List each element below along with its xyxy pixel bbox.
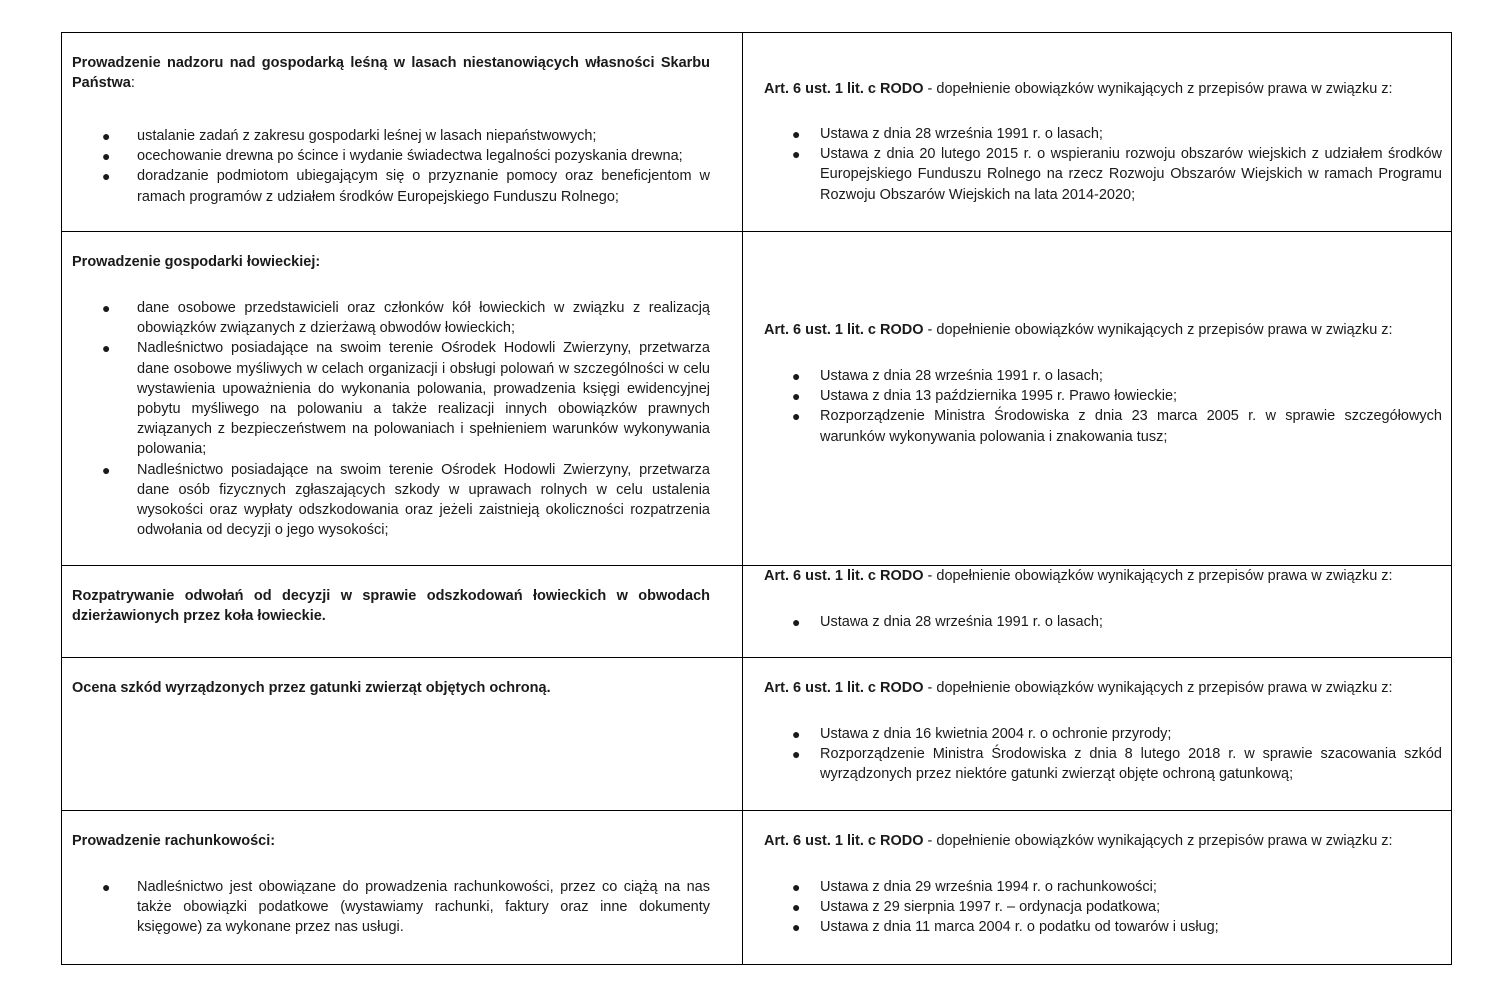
legal-basis-cell bbox=[743, 811, 1452, 965]
legal-basis-cell bbox=[743, 658, 1452, 811]
law-list bbox=[764, 612, 1442, 632]
list-item: ● Ustawa z dnia 28 września 1991 r. o lasach; bbox=[792, 368, 1103, 384]
list-item: ● dane osobowe przedstawicieli oraz członków kół łowieckich w związku z realizacją obowiązków związanych z dzierżawą obwodów łowieckich; bbox=[102, 300, 710, 337]
legal-basis-text: Art. 6 ust. 1 lit. c RODO - dopełnienie obowiązków wynikających z przepisów prawa w związku z: bbox=[764, 81, 1393, 97]
legal-basis-text: Art. 6 ust. 1 lit. c RODO - dopełnienie obowiązków wynikających z przepisów prawa w związku z: bbox=[764, 680, 1393, 696]
purpose-cell bbox=[62, 566, 743, 658]
purpose-title: Prowadzenie gospodarki łowieckiej: bbox=[72, 254, 321, 270]
purpose-cell bbox=[62, 658, 743, 811]
purpose-title: Prowadzenie nadzoru nad gospodarką leśną w lasach niestanowiących własności Skarbu Państwa: bbox=[72, 55, 710, 91]
purpose-title: Ocena szkód wyrządzonych przez gatunki zwierząt objętych ochroną. bbox=[72, 680, 551, 696]
table-row bbox=[62, 658, 1452, 811]
list-item: ● Ustawa z dnia 13 października 1995 r. Prawo łowieckie; bbox=[792, 388, 1178, 405]
purpose-title: Rozpatrywanie odwołań od decyzji w sprawie odszkodowań łowieckich w obwodach dzierżawionych przez koła łowieckie. bbox=[72, 588, 710, 624]
list-item: ● Ustawa z dnia 28 września 1991 r. o lasach; bbox=[792, 614, 1103, 630]
list-item: ● Ustawa z dnia 29 września 1994 r. o rachunkowości; bbox=[792, 879, 1157, 895]
law-list bbox=[764, 124, 1442, 205]
table-row bbox=[62, 33, 1452, 232]
list-item: ● doradzanie podmiotom ubiegającym się o przyznanie pomocy oraz beneficjentom w ramach programów z udziałem środków Europejskiego Funduszu Rolnego; bbox=[102, 168, 710, 205]
purpose-list bbox=[72, 877, 710, 938]
law-list bbox=[764, 724, 1442, 785]
purpose-list bbox=[72, 126, 710, 207]
law-list bbox=[764, 877, 1442, 938]
purpose-cell bbox=[62, 33, 743, 232]
legal-basis-text: Art. 6 ust. 1 lit. c RODO - dopełnienie obowiązków wynikających z przepisów prawa w związku z: bbox=[764, 568, 1393, 584]
purpose-title: Prowadzenie rachunkowości: bbox=[72, 833, 276, 849]
law-list bbox=[764, 366, 1442, 447]
list-item: ● Nadleśnictwo posiadające na swoim terenie Ośrodek Hodowli Zwierzyny, przetwarza dane osobowe myśliwych w celach organizacji i obsługi polowań w szczególności w celu wystawienia upoważnienia do wykonania polowania, prowadzenia księgi ewidencyjnej pobytu myśliwego na polowaniu a także realizacji innych obowiązków prawnych związanych z bezpieczeństwem na polowaniach i spełnieniem warunków wykonywania polowania; bbox=[102, 340, 710, 458]
list-item: ● Nadleśnictwo jest obowiązane do prowadzenia rachunkowości, przez co ciążą na nas także obowiązki podatkowe (wystawiamy rachunki, faktury oraz inne dokumenty księgowe) za wykonane przez nas usługi. bbox=[102, 879, 710, 936]
list-item: ● Ustawa z dnia 16 kwietnia 2004 r. o ochronie przyrody; bbox=[792, 726, 1172, 742]
list-item: ● Nadleśnictwo posiadające na swoim terenie Ośrodek Hodowli Zwierzyny, przetwarza dane osób fizycznych zgłaszających szkody w uprawach rolnych w celu ustalenia wysokości oraz wypłaty odszkodowania oraz jeżeli zaistnieją okoliczności rozpatrzenia odwołania od decyzji o jego wysokości; bbox=[102, 461, 710, 539]
legal-basis-text: Art. 6 ust. 1 lit. c RODO - dopełnienie obowiązków wynikających z przepisów prawa w związku z: bbox=[764, 322, 1393, 338]
list-item: ● ocechowanie drewna po ścince i wydanie świadectwa legalności pozyskania drewna; bbox=[102, 148, 683, 165]
legal-basis-cell bbox=[743, 566, 1452, 658]
list-item: ● Ustawa z dnia 20 lutego 2015 r. o wspieraniu rozwoju obszarów wiejskich z udziałem środków Europejskiego Funduszu Rolnego na rzecz Rozwoju Obszarów Wiejskich w ramach Programu Rozwoju Obszarów Wiejskich na lata 2014-2020; bbox=[792, 146, 1442, 203]
legal-basis-text: Art. 6 ust. 1 lit. c RODO - dopełnienie obowiązków wynikających z przepisów prawa w związku z: bbox=[764, 833, 1393, 849]
processing-table bbox=[61, 32, 1452, 965]
list-item: ● Ustawa z dnia 11 marca 2004 r. o podatku od towarów i usług; bbox=[792, 919, 1219, 936]
list-item: ● Rozporządzenie Ministra Środowiska z dnia 8 lutego 2018 r. w sprawie szacowania szkód wyrządzonych przez niektóre gatunki zwierząt objęte ochroną gatunkową; bbox=[792, 746, 1442, 783]
list-item: ● Ustawa z 29 sierpnia 1997 r. – ordynacja podatkowa; bbox=[792, 899, 1161, 916]
purpose-list bbox=[72, 298, 710, 540]
legal-basis-cell bbox=[743, 232, 1452, 566]
list-item: ● Rozporządzenie Ministra Środowiska z dnia 23 marca 2005 r. w sprawie szczegółowych warunków wykonywania polowania i znakowania tusz; bbox=[792, 408, 1442, 445]
purpose-cell bbox=[62, 232, 743, 566]
table-row bbox=[62, 232, 1452, 566]
table-row bbox=[62, 566, 1452, 658]
table-row bbox=[62, 811, 1452, 965]
list-item: ● ustalanie zadań z zakresu gospodarki leśnej w lasach niepaństwowych; bbox=[102, 128, 597, 144]
legal-basis-cell bbox=[743, 33, 1452, 232]
list-item: ● Ustawa z dnia 28 września 1991 r. o lasach; bbox=[792, 126, 1103, 142]
purpose-cell bbox=[62, 811, 743, 965]
